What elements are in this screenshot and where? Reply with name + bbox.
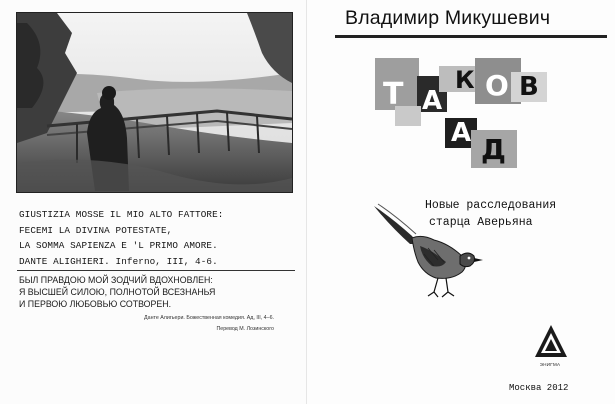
epigraph-russian-line: БЫЛ ПРАВДОЮ МОЙ ЗОДЧИЙ ВДОХНОВЛЕН: [19, 275, 213, 285]
epigraph-italian-citation: DANTE ALIGHIERI. Inferno, III, 4-6. [19, 255, 218, 267]
title-letter: О [485, 69, 509, 102]
epigraph-russian [19, 274, 215, 311]
title-letter: К [455, 66, 475, 94]
title-letter: А [451, 118, 472, 148]
epigraph-photo [16, 12, 293, 193]
epigraph-italian-line: LA SOMMA SAPIENZA E 'L PRIMO AMORE. [19, 240, 218, 251]
translator-note: Перевод М. Лозинского [216, 326, 274, 332]
epigraph-italian [19, 207, 223, 269]
author-rule [335, 35, 607, 38]
subtitle-line: Новые расследования [425, 199, 557, 212]
title-block [375, 58, 555, 183]
publisher-name: ЭНИГМА [539, 362, 561, 367]
publisher-logo-icon [534, 324, 568, 360]
title-letter: Д [481, 133, 506, 166]
subtitle-line: старца Аверьяна [429, 216, 533, 229]
left-page [0, 0, 307, 404]
bird-illustration [372, 200, 484, 300]
epigraph-divider [17, 270, 295, 271]
epigraph-italian-line: GIUSTIZIA MOSSE IL MIO ALTO FATTORE: [19, 209, 224, 220]
epigraph-russian-line: Я ВЫСШЕЙ СИЛОЮ, ПОЛНОТОЙ ВСЕЗНАНЬЯ [19, 287, 216, 298]
epigraph-italian-line: FECEMI LA DIVINA POTESTATE, [19, 224, 173, 236]
landscape-photo-image [17, 13, 292, 192]
source-note-line: Данте Алигьери. Божественная комедия. Ад, III, 4–6. [144, 315, 274, 321]
title-letter: Т [383, 77, 404, 112]
imprint: Москва 2012 [509, 383, 569, 393]
title-letter: В [519, 72, 539, 102]
epigraph-russian-line: И ПЕРВОЮ ЛЮБОВЬЮ СОТВОРЕН. [19, 299, 172, 310]
author-name: Владимир Микушевич [345, 7, 551, 29]
title-letter: А [422, 86, 443, 116]
epigraph-source-note [144, 313, 274, 335]
